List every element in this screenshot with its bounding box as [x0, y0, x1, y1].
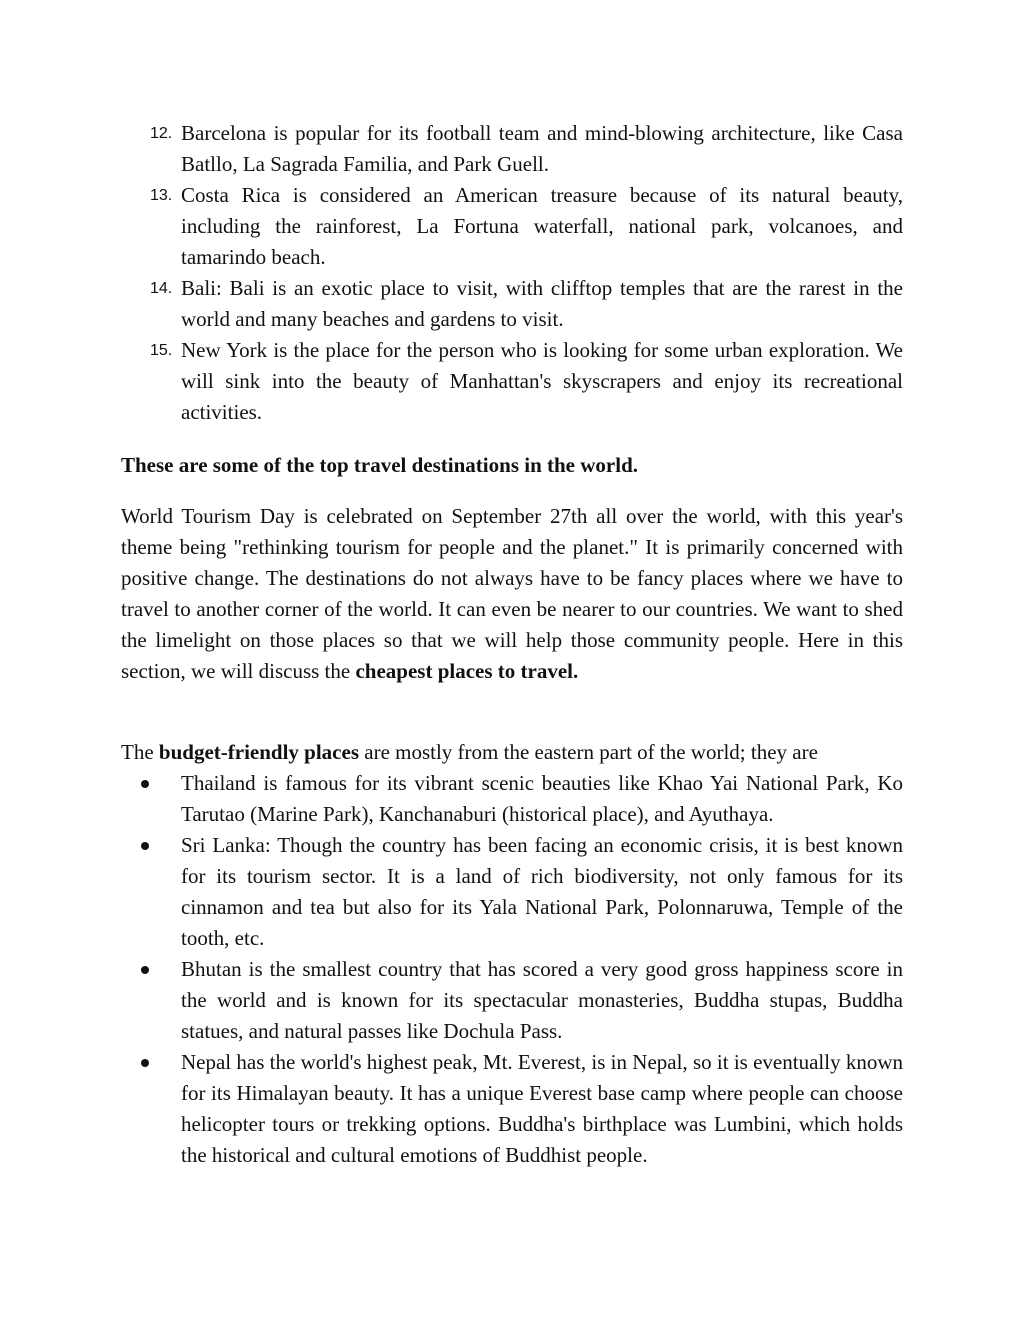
list-item — [121, 768, 903, 830]
bullet-list — [121, 768, 903, 1171]
section-heading: These are some of the top travel destinations in the world. — [121, 453, 638, 477]
paragraph-bold-phrase: budget-friendly places — [158, 740, 359, 764]
list-item — [121, 118, 903, 180]
list-item-text: Nepal has the world's highest peak, Mt. Everest, is in Nepal, so it is eventually known for its Himalayan beauty. It has a unique Everest base camp where people can choose helicopter tours or trekking options. Buddha's birthplace was Lumbini, which holds the historical and cultural emotions of Buddhist people. — [181, 1050, 903, 1167]
list-item — [121, 1047, 903, 1171]
bullet-icon — [141, 780, 149, 788]
bullet-icon — [141, 1059, 149, 1067]
list-item — [121, 180, 903, 273]
paragraph-bold-phrase: cheapest places to travel. — [355, 659, 579, 683]
list-item-text: Barcelona is popular for its football team and mind-blowing architecture, like Casa Batllo, La Sagrada Familia, and Park Guell. — [181, 121, 903, 176]
list-item — [121, 954, 903, 1047]
list-item — [121, 830, 903, 954]
list-item-text: Bhutan is the smallest country that has scored a very good gross happiness score in the world and is known for its spectacular monasteries, Buddha stupas, Buddha statues, and natural passes like Dochula Pass. — [181, 957, 903, 1043]
paragraph-budget-intro — [121, 737, 903, 768]
bullet-icon — [141, 842, 149, 850]
list-item-text: Costa Rica is considered an American treasure because of its natural beauty, including the rainforest, La Fortuna waterfall, national park, volcanoes, and tamarindo beach. — [181, 183, 903, 269]
list-item-text: Sri Lanka: Though the country has been facing an economic crisis, it is best known for its tourism sector. It is a land of rich biodiversity, not only famous for its cinnamon and tea but also for its Yala National Park, Polonnaruwa, Temple of the tooth, etc. — [181, 833, 903, 950]
list-item-text: Bali: Bali is an exotic place to visit, with clifftop temples that are the rarest in the world and many beaches and gardens to visit. — [181, 276, 903, 331]
list-item-text: New York is the place for the person who is looking for some urban exploration. We will sink into the beauty of Manhattan's skyscrapers and enjoy its recreational activities. — [181, 338, 903, 424]
list-number: 12. — [150, 125, 173, 142]
paragraph-text-after: are mostly from the eastern part of the world; they are — [359, 740, 818, 764]
paragraph-world-tourism-day — [121, 501, 903, 687]
list-item — [121, 273, 903, 335]
paragraph-text-before: The — [121, 740, 159, 764]
list-number: 13. — [150, 187, 173, 204]
list-number: 14. — [150, 280, 173, 297]
numbered-list — [121, 118, 903, 428]
paragraph-text: World Tourism Day is celebrated on September 27th all over the world, with this year's theme being "rethinking tourism for people and the planet." It is primarily concerned with positive change. The destinations do not always have to be fancy places where we have to travel to another corner of the world. It can even be nearer to our countries. We want to shed the limelight on those places so that we will help those community people. Here in this section, we will discuss the — [121, 504, 903, 683]
list-item — [121, 335, 903, 428]
list-item-text: Thailand is famous for its vibrant scenic beauties like Khao Yai National Park, Ko Tarutao (Marine Park), Kanchanaburi (historical place), and Ayuthaya. — [181, 771, 903, 826]
list-number: 15. — [150, 342, 173, 359]
bullet-icon — [141, 966, 149, 974]
